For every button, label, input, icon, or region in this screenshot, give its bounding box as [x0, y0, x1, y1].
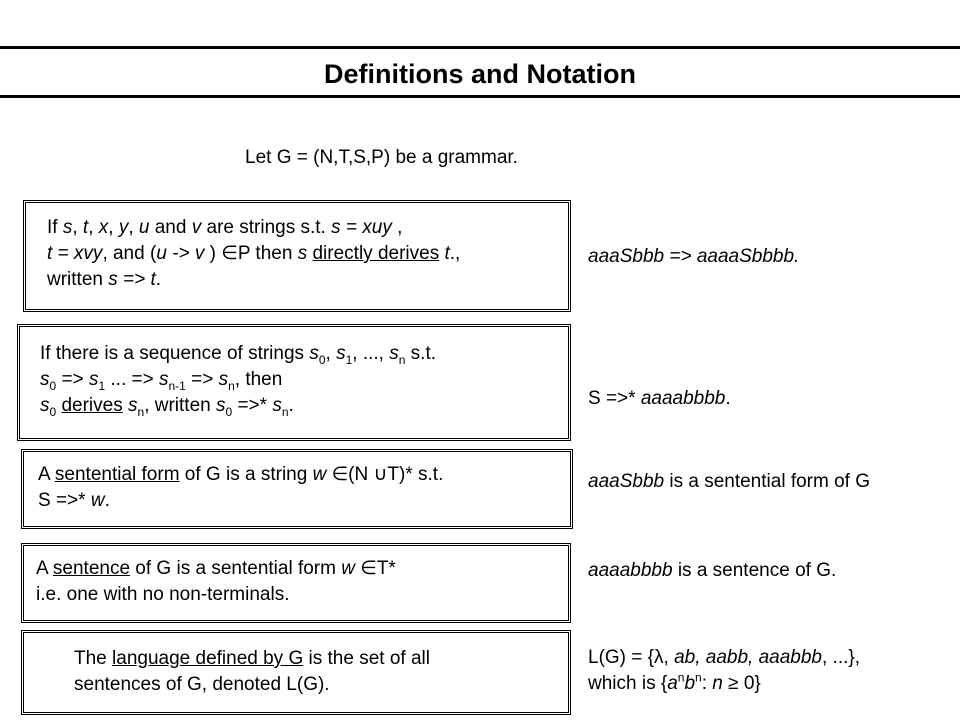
- definition-box-direct-derives: [23, 200, 571, 312]
- def-line: If there is a sequence of strings $s_0$, $s_1$, ..., $s_n$ s.t.: [40, 343, 437, 367]
- term-sentence: sentence: [52, 558, 131, 579]
- definition-box-sentence: [21, 543, 571, 623]
- def-line: $s_0 => s_1$ ... => $s_{n-1} => s_n$, then: [40, 369, 283, 393]
- term-language: language defined by G: [112, 648, 304, 669]
- def-line: If s, t, x, y, u and v are strings s.t. s = xuy ,: [47, 217, 403, 238]
- example-line: L(G) = {λ, ab, aabb, aaabbb, ...},: [588, 647, 861, 668]
- def-line: A sentential form of G is a string w ∈(N ∪T)* s.t.: [38, 464, 444, 485]
- intro-text: Let G = (N,T,S,P) be a grammar.: [245, 147, 518, 168]
- def-line: S =>* w.: [38, 490, 110, 511]
- page-title: Definitions and Notation: [324, 59, 636, 89]
- example-sentence: aaaabbbb is a sentence of G.: [588, 560, 837, 581]
- term-sentential-form: sentential form: [54, 464, 180, 485]
- definition-box-sentential-form: [21, 449, 573, 529]
- term-directly-derives: directly derives: [312, 243, 440, 264]
- union-symbol: ∪: [373, 464, 388, 485]
- def-line: The language defined by G is the set of all: [74, 648, 430, 669]
- def-line: $s_0$ derives $s_n$, written $s_0$ =>* $s_n$.: [40, 395, 294, 419]
- def-line: A sentence of G is a sentential form w ∈T*: [36, 558, 396, 579]
- def-line: sentences of G, denoted L(G).: [74, 674, 330, 695]
- example-direct-derives: aaaSbbb => aaaaSbbbb.: [588, 246, 800, 267]
- definition-box-language: [21, 630, 571, 715]
- element-of-symbol: ∈: [221, 243, 238, 264]
- example-language: [588, 645, 860, 697]
- example-line: which is {$a^nb^n$: n ≥ 0}: [588, 670, 761, 694]
- element-of-symbol: ∈: [331, 464, 349, 485]
- def-line: written s => t.: [47, 269, 162, 290]
- top-rule: [0, 46, 960, 49]
- term-derives: derives: [61, 395, 123, 416]
- title-underline: [0, 95, 960, 98]
- def-line: t = xvy, and (u -> v ) ∈P then s directly derives t.,: [47, 243, 461, 264]
- example-derives: S =>* aaaabbbb.: [588, 388, 731, 409]
- lambda-symbol: λ: [654, 647, 664, 668]
- element-of-symbol: ∈: [360, 558, 377, 579]
- definition-box-derives: [17, 324, 571, 441]
- def-line: i.e. one with no non-terminals.: [36, 584, 290, 605]
- example-sentential-form: aaaSbbb is a sentential form of G: [588, 471, 870, 492]
